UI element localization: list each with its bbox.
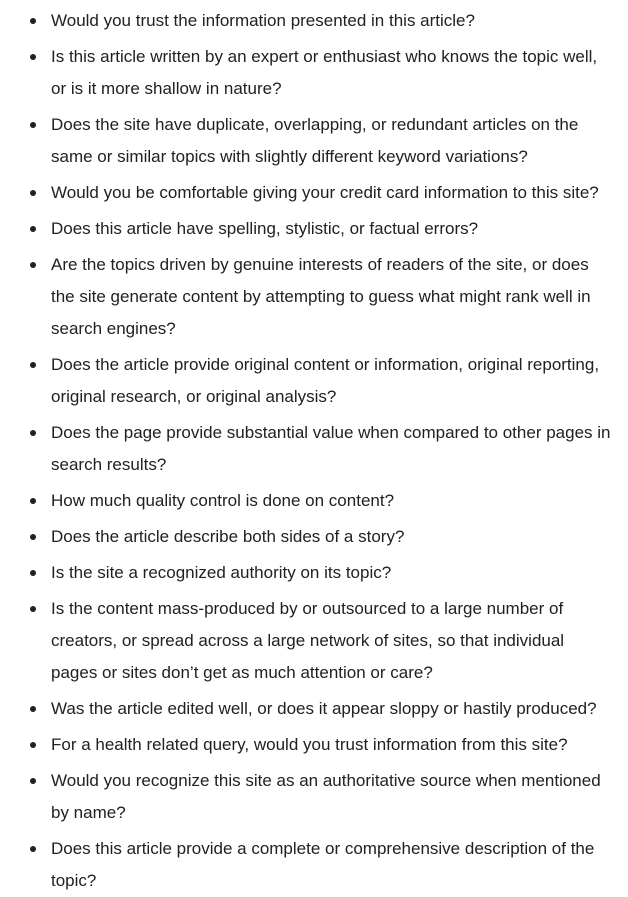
bullet-icon bbox=[30, 262, 36, 268]
list-item bbox=[0, 349, 614, 413]
list-item-text: Does the article describe both sides of a story? bbox=[51, 527, 405, 546]
list-item bbox=[0, 41, 614, 105]
list-item bbox=[0, 521, 614, 553]
list-item bbox=[0, 557, 614, 589]
list-item-text: For a health related query, would you trust information from this site? bbox=[51, 735, 568, 754]
list-item-text: Was the article edited well, or does it appear sloppy or hastily produced? bbox=[51, 699, 597, 718]
bullet-icon bbox=[30, 498, 36, 504]
list-item-text: Does the article provide original content or information, original reporting, original research, or original analysis? bbox=[51, 355, 600, 406]
list-item bbox=[0, 177, 614, 209]
list-item bbox=[0, 213, 614, 245]
bullet-icon bbox=[30, 18, 36, 24]
list-item bbox=[0, 417, 614, 481]
bullet-icon bbox=[30, 430, 36, 436]
list-item bbox=[0, 729, 614, 761]
list-item bbox=[0, 485, 614, 517]
list-item-text: Are the topics driven by genuine interests of readers of the site, or does the site generate content by attempting to guess what might rank well in search engines? bbox=[51, 255, 591, 338]
bullet-icon bbox=[30, 122, 36, 128]
list-item-text: Is the content mass-produced by or outsourced to a large number of creators, or spread across a large network of sites, so that individual pages or sites don’t get as much attention or care? bbox=[51, 599, 565, 682]
list-item bbox=[0, 765, 614, 829]
list-item-text: Does the page provide substantial value when compared to other pages in search results? bbox=[51, 423, 611, 474]
list-item bbox=[0, 5, 614, 37]
bullet-icon bbox=[30, 190, 36, 196]
bullet-icon bbox=[30, 54, 36, 60]
bullet-icon bbox=[30, 362, 36, 368]
bullet-icon bbox=[30, 534, 36, 540]
bullet-icon bbox=[30, 778, 36, 784]
list-item bbox=[0, 249, 614, 345]
list-item-text: Does this article have spelling, stylistic, or factual errors? bbox=[51, 219, 479, 238]
list-item-text: Does the site have duplicate, overlapping, or redundant articles on the same or similar topics with slightly different keyword variations? bbox=[51, 115, 579, 166]
question-list bbox=[0, 5, 614, 897]
bullet-icon bbox=[30, 742, 36, 748]
bullet-icon bbox=[30, 226, 36, 232]
list-item bbox=[0, 693, 614, 725]
list-item-text: Would you trust the information presented in this article? bbox=[51, 11, 475, 30]
list-item bbox=[0, 593, 614, 689]
list-item bbox=[0, 833, 614, 897]
list-item-text: Is the site a recognized authority on its topic? bbox=[51, 563, 392, 582]
list-item-text: Would you recognize this site as an authoritative source when mentioned by name? bbox=[51, 771, 601, 822]
bullet-icon bbox=[30, 606, 36, 612]
list-item-text: How much quality control is done on content? bbox=[51, 491, 395, 510]
list-item-text: Would you be comfortable giving your credit card information to this site? bbox=[51, 183, 599, 202]
bullet-icon bbox=[30, 846, 36, 852]
list-item-text: Is this article written by an expert or enthusiast who knows the topic well, or is it more shallow in nature? bbox=[51, 47, 598, 98]
bullet-icon bbox=[30, 570, 36, 576]
list-item bbox=[0, 109, 614, 173]
list-item-text: Does this article provide a complete or comprehensive description of the topic? bbox=[51, 839, 595, 890]
bullet-icon bbox=[30, 706, 36, 712]
